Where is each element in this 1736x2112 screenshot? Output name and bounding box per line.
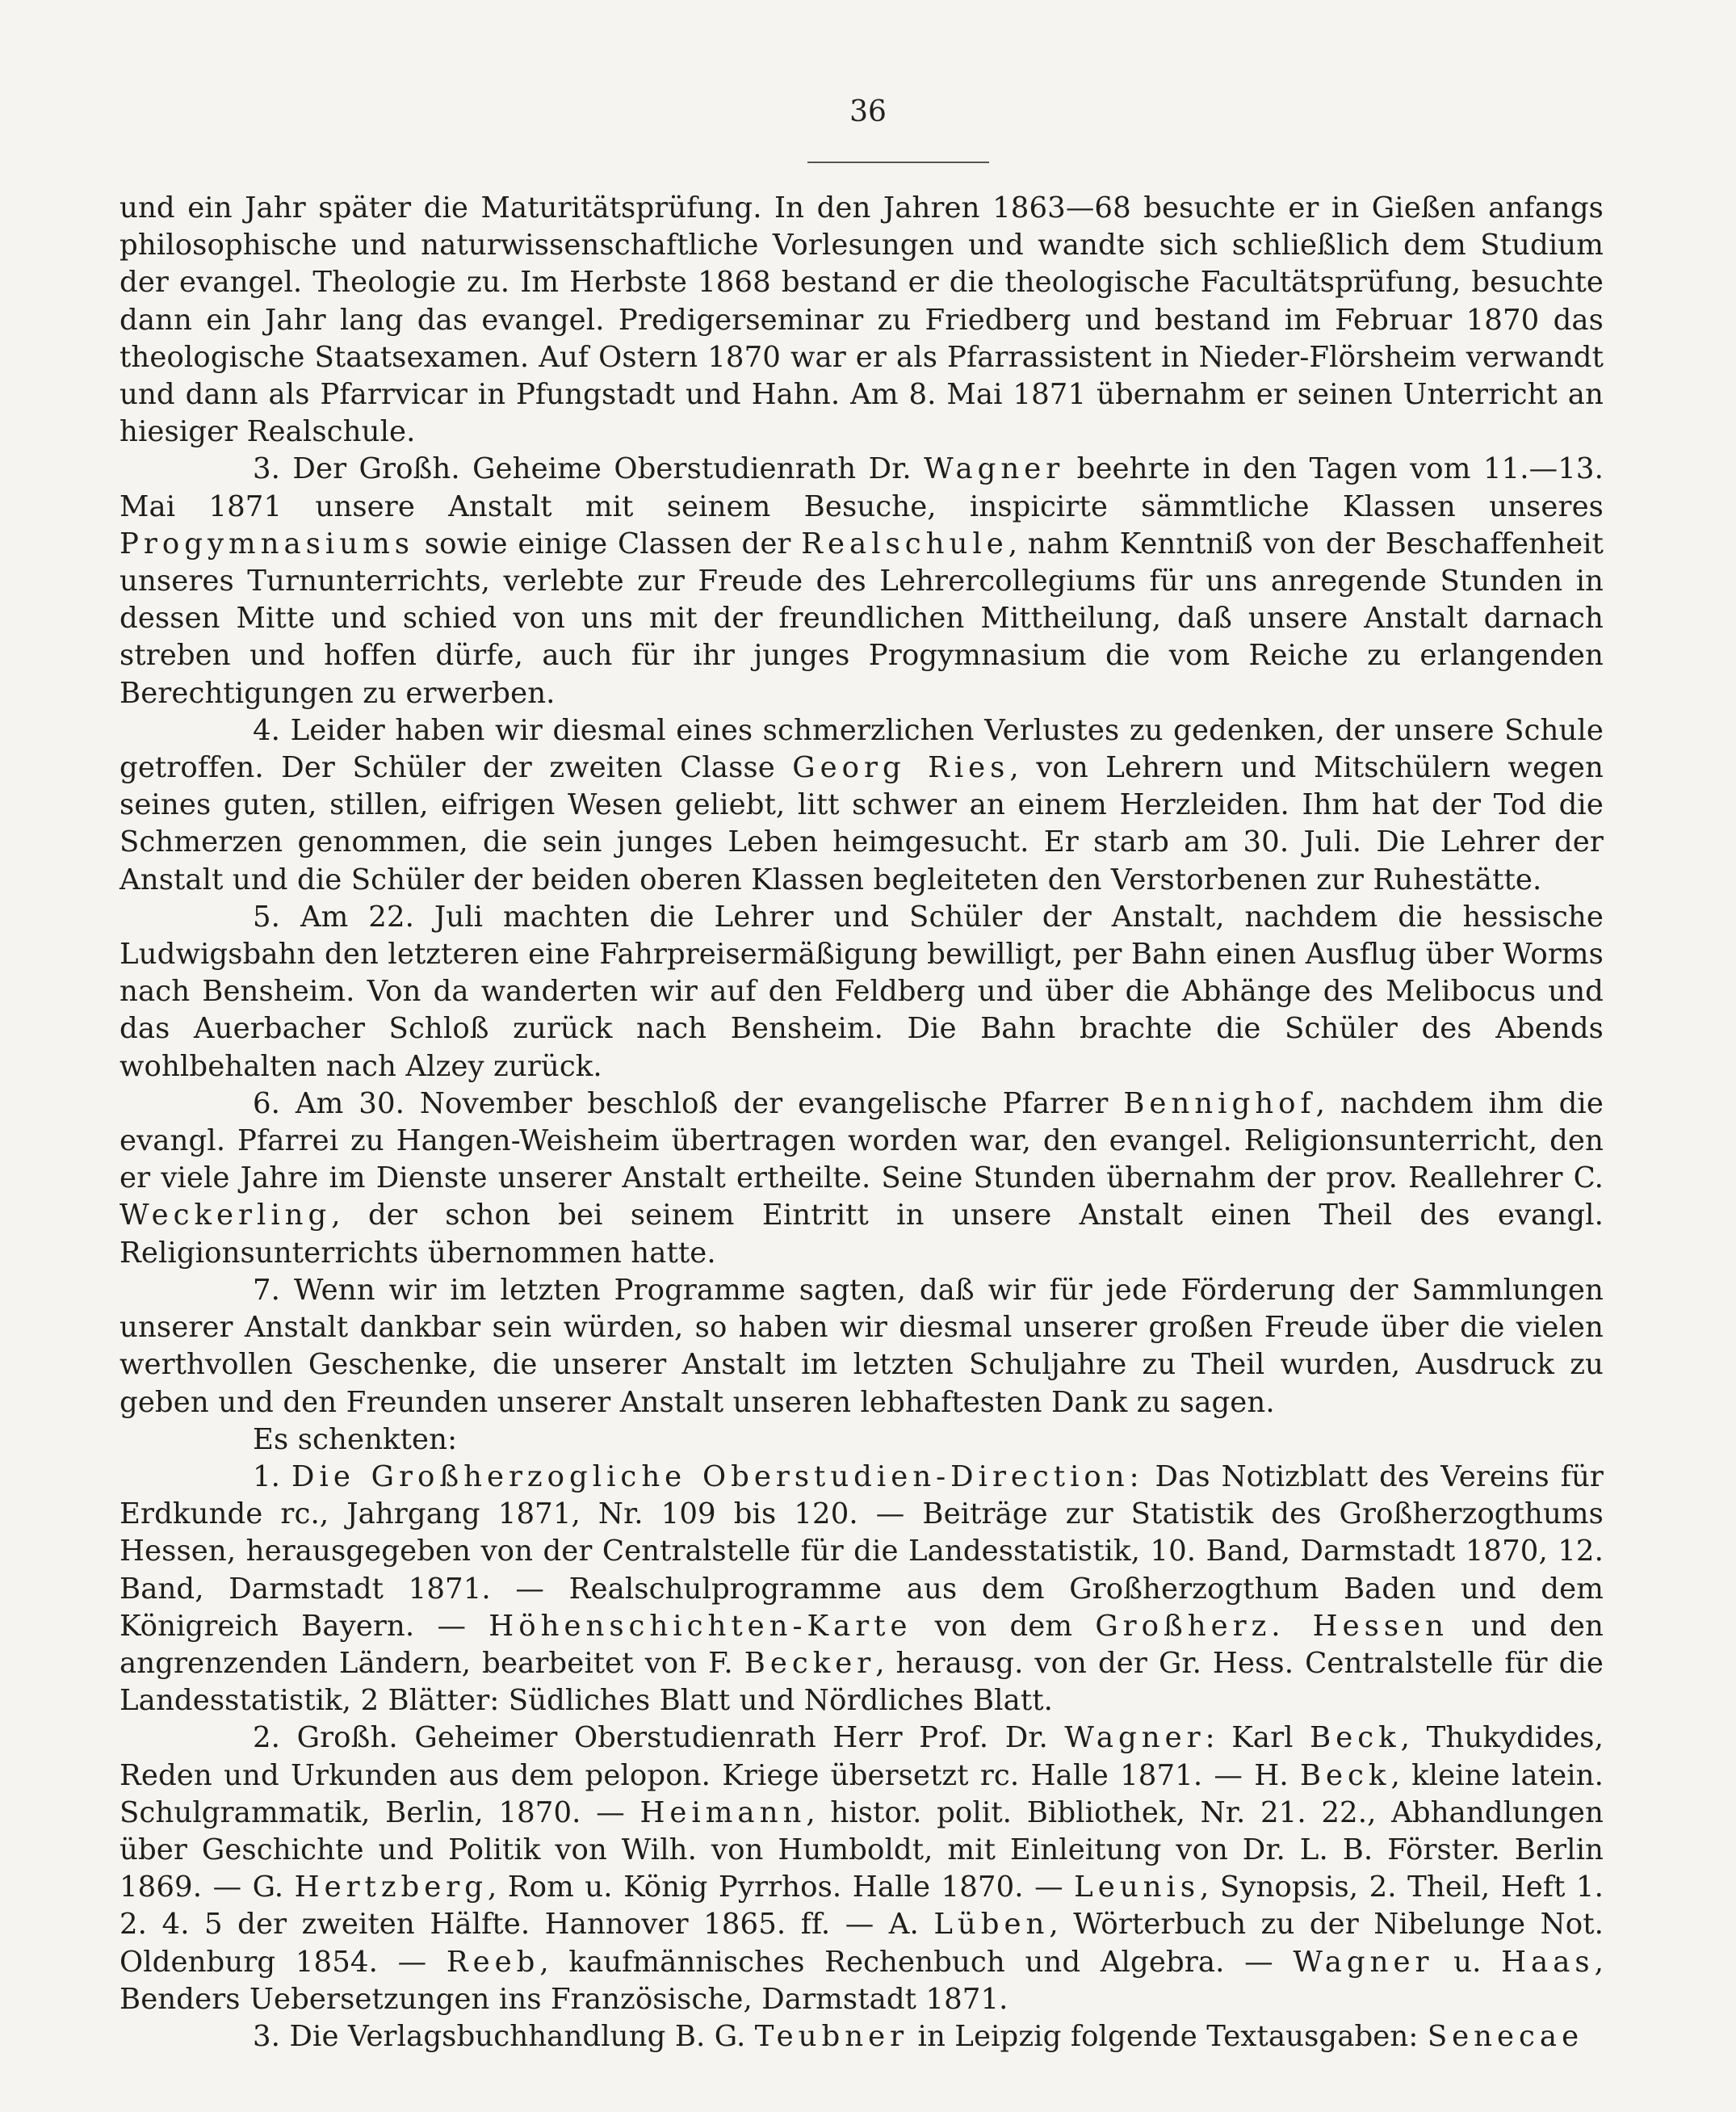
text-run: , Wörterbuch zu der Nibelunge Not. Oldenburg 1854. —: [120, 1908, 1604, 1979]
text-run: , der schon bei seinem Eintritt in unsere Anstalt einen Theil des evangl. Religionsunterrichts übernommen hatte.: [120, 1199, 1604, 1270]
text-run: 4. Leider haben wir diesmal eines schmerzlichen Verlustes zu gedenken, der unsere Schule getroffen. Der Schüler der zweiten Classe: [120, 713, 1604, 785]
text-run: u.: [1433, 1945, 1502, 1979]
text-run: , herausg. von der Gr. Hess. Centralstelle für die Landesstatistik, 2 Blätter: Südliches Blatt und Nördliches Blatt.: [120, 1646, 1604, 1718]
paragraph: [120, 1459, 1604, 1719]
spaced-name: Georg Ries: [792, 751, 1010, 785]
spaced-name: Hertzberg: [294, 1871, 488, 1904]
text-run: , kleine latein. Schulgrammatik, Berlin, 1870. —: [120, 1758, 1604, 1829]
spaced-name: Heimann: [639, 1795, 807, 1829]
text-run: , nachdem ihm die evangl. Pfarrei zu Hangen-Weisheim übertragen worden war, den evangel. Religionsunterricht, den er viele Jahre im Dienste unserer Anstalt ertheilte. Seine Stunden übernahm der prov. Reallehrer C.: [120, 1086, 1604, 1195]
text-run: und ein Jahr später die Maturitätsprüfung. In den Jahren 1863—68 besuchte er in Gießen anfangs philosophische und naturwissenschaftliche Vorlesungen und wandte sich schließlich dem Studium der evangel. Theologie zu. Im Herbste 1868 bestand er die theologische Facultätsprüfung, besuchte dann ein Jahr lang das evangel. Predigerseminar zu Friedberg und bestand im Februar 1870 das theologische Staatsexamen. Auf Ostern 1870 war er als Pfarrassistent in Nieder-Flörsheim verwandt und dann als Pfarrvicar in Pfungstadt und Hahn. Am 8. Mai 1871 übernahm er seinen Unterricht an hiesiger Realschule.: [120, 191, 1604, 449]
text-run: 6. Am 30. November beschloß der evangelische Pfarrer: [253, 1086, 1124, 1120]
spaced-name: Weckerling: [120, 1199, 332, 1232]
text-run: , von Lehrern und Mitschülern wegen seines guten, stillen, eifrigen Wesen geliebt, litt schwer an einem Herzleiden. Ihm hat der Tod die Schmerzen genommen, die sein junges Leben heimgesucht. Er starb am 30. Juli. Die Lehrer der Anstalt und die Schüler der beiden oberen Klassen begleiteten den Verstorbenen zur Ruhestätte.: [120, 751, 1604, 896]
text-run: beehrte in den Tagen vom 11.—13. Mai 1871 unsere Anstalt mit seinem Besuche, inspicirte sämmtliche Klassen unseres: [120, 452, 1604, 523]
spaced-name: Wagner: [1293, 1945, 1434, 1979]
text-run: 5. Am 22. Juli machten die Lehrer und Schüler der Anstalt, nachdem die hessische Ludwigsbahn den letzteren eine Fahrpreisermäßigung bewilligt, per Bahn einen Ausflug über Worms nach Bensheim. Von da wanderten wir auf den Feldberg und über die Abhänge des Melibocus und das Auerbacher Schloß zurück nach Bensheim. Die Bahn brachte die Schüler des Abends wohlbehalten nach Alzey zurück.: [120, 900, 1604, 1083]
spaced-name: Lüben: [933, 1908, 1050, 1942]
paragraph: [120, 190, 1604, 451]
spaced-name: Großherz. Hessen: [1095, 1609, 1449, 1643]
paragraph: [120, 899, 1604, 1085]
text-run: , Benders Uebersetzungen ins Französische, Darmstadt 1871.: [120, 1945, 1604, 2016]
spaced-name: Die Großherzogliche Oberstudien-Direction:: [291, 1459, 1144, 1493]
header-rule: [807, 162, 989, 163]
spaced-name: Progymnasiums: [120, 527, 415, 561]
spaced-name: Realschule: [801, 527, 1008, 561]
paragraph: [120, 712, 1604, 899]
paragraph: [120, 1085, 1604, 1272]
spaced-name: Beck: [1299, 1758, 1391, 1792]
text-run: in Leipzig folgende Textausgaben:: [908, 2019, 1428, 2053]
text-run: , histor. polit. Bibliothek, Nr. 21. 22., Abhandlungen über Geschichte und Politik von Wilh. von Humboldt, mit Einleitung von Dr. L. B. Förster. Berlin 1869. — G.: [120, 1795, 1604, 1904]
text-run: , kaufmännisches Rechenbuch und Algebra. —: [539, 1945, 1294, 1979]
spaced-name: Becker: [744, 1646, 876, 1680]
text-run: sowie einige Classen der: [414, 527, 802, 561]
spaced-name: Reeb: [446, 1945, 540, 1979]
paragraph: [120, 1719, 1604, 2018]
text-run: 1.: [253, 1459, 292, 1493]
text-run: 3. Die Verlagsbuchhandlung B. G.: [253, 2019, 755, 2053]
paragraph: [120, 1272, 1604, 1421]
text-run: Das Notizblatt des Vereins für Erdkunde rc., Jahrgang 1871, Nr. 109 bis 120. — Beiträge zur Statistik des Großherzogthums Hessen, herausgegeben von der Centralstelle für die Landesstatistik, 10. Band, Darmstadt 1870, 12. Band, Darmstadt 1871. — Realschulprogramme aus dem Großherzogthum Baden und dem Königreich Bayern. —: [120, 1459, 1604, 1643]
text-run: , Rom u. König Pyrrhos. Halle 1870. —: [487, 1871, 1075, 1904]
text-run: , Synopsis, 2. Theil, Heft 1. 2. 4. 5 der zweiten Hälfte. Hannover 1865. ff. — A.: [120, 1871, 1604, 1942]
text-run: und den angrenzenden Ländern, bearbeitet von F.: [120, 1609, 1604, 1680]
spaced-name: Senecae: [1427, 2019, 1584, 2053]
body-text: [120, 190, 1604, 2055]
paragraph: [120, 1421, 1604, 1459]
text-run: , Thukydides, Reden und Urkunden aus dem pelopon. Kriege übersetzt rc. Halle 1871. — H.: [120, 1721, 1604, 1792]
text-run: Es schenkten:: [253, 1422, 458, 1456]
text-run: , nahm Kenntniß von der Beschaffenheit unseres Turnunterrichts, verlebte zur Freude des Lehrercollegiums für uns anregende Stunden in dessen Mitte und schied von uns mit der freundlichen Mittheilung, daß unsere Anstalt darnach streben und hoffen dürfe, auch für ihr junges Progymnasium die vom Reiche zu erlangenden Berechtigungen zu erwerben.: [120, 527, 1604, 710]
paragraph: [120, 2018, 1604, 2055]
text-run: 7. Wenn wir im letzten Programme sagten, daß wir für jede Förderung der Sammlungen unserer Anstalt dankbar sein würden, so haben wir diesmal unserer großen Freude über die vielen werthvollen Geschenke, die unserer Anstalt im letzten Schuljahre zu Theil wurden, Ausdruck zu geben und den Freunden unserer Anstalt unseren lebhaftesten Dank zu sagen.: [120, 1273, 1604, 1419]
spaced-name: Haas: [1501, 1945, 1595, 1979]
spaced-name: Teubner: [754, 2019, 909, 2053]
text-run: 2. Großh. Geheimer Oberstudienrath Herr Prof. Dr.: [253, 1721, 1065, 1755]
spaced-name: Beck: [1310, 1721, 1401, 1755]
page-number: 36: [849, 95, 887, 128]
text-run: 3. Der Großh. Geheime Oberstudienrath Dr.: [253, 452, 925, 486]
text-run: von dem: [912, 1609, 1096, 1643]
paragraph: [120, 451, 1604, 712]
spaced-name: Wagner: [1064, 1721, 1206, 1755]
spaced-name: Bennighof: [1123, 1086, 1316, 1120]
spaced-name: Wagner: [924, 452, 1065, 486]
text-run: : Karl: [1205, 1721, 1310, 1755]
spaced-name: Höhenschichten-Karte: [489, 1609, 912, 1643]
spaced-name: Leunis: [1074, 1871, 1201, 1904]
